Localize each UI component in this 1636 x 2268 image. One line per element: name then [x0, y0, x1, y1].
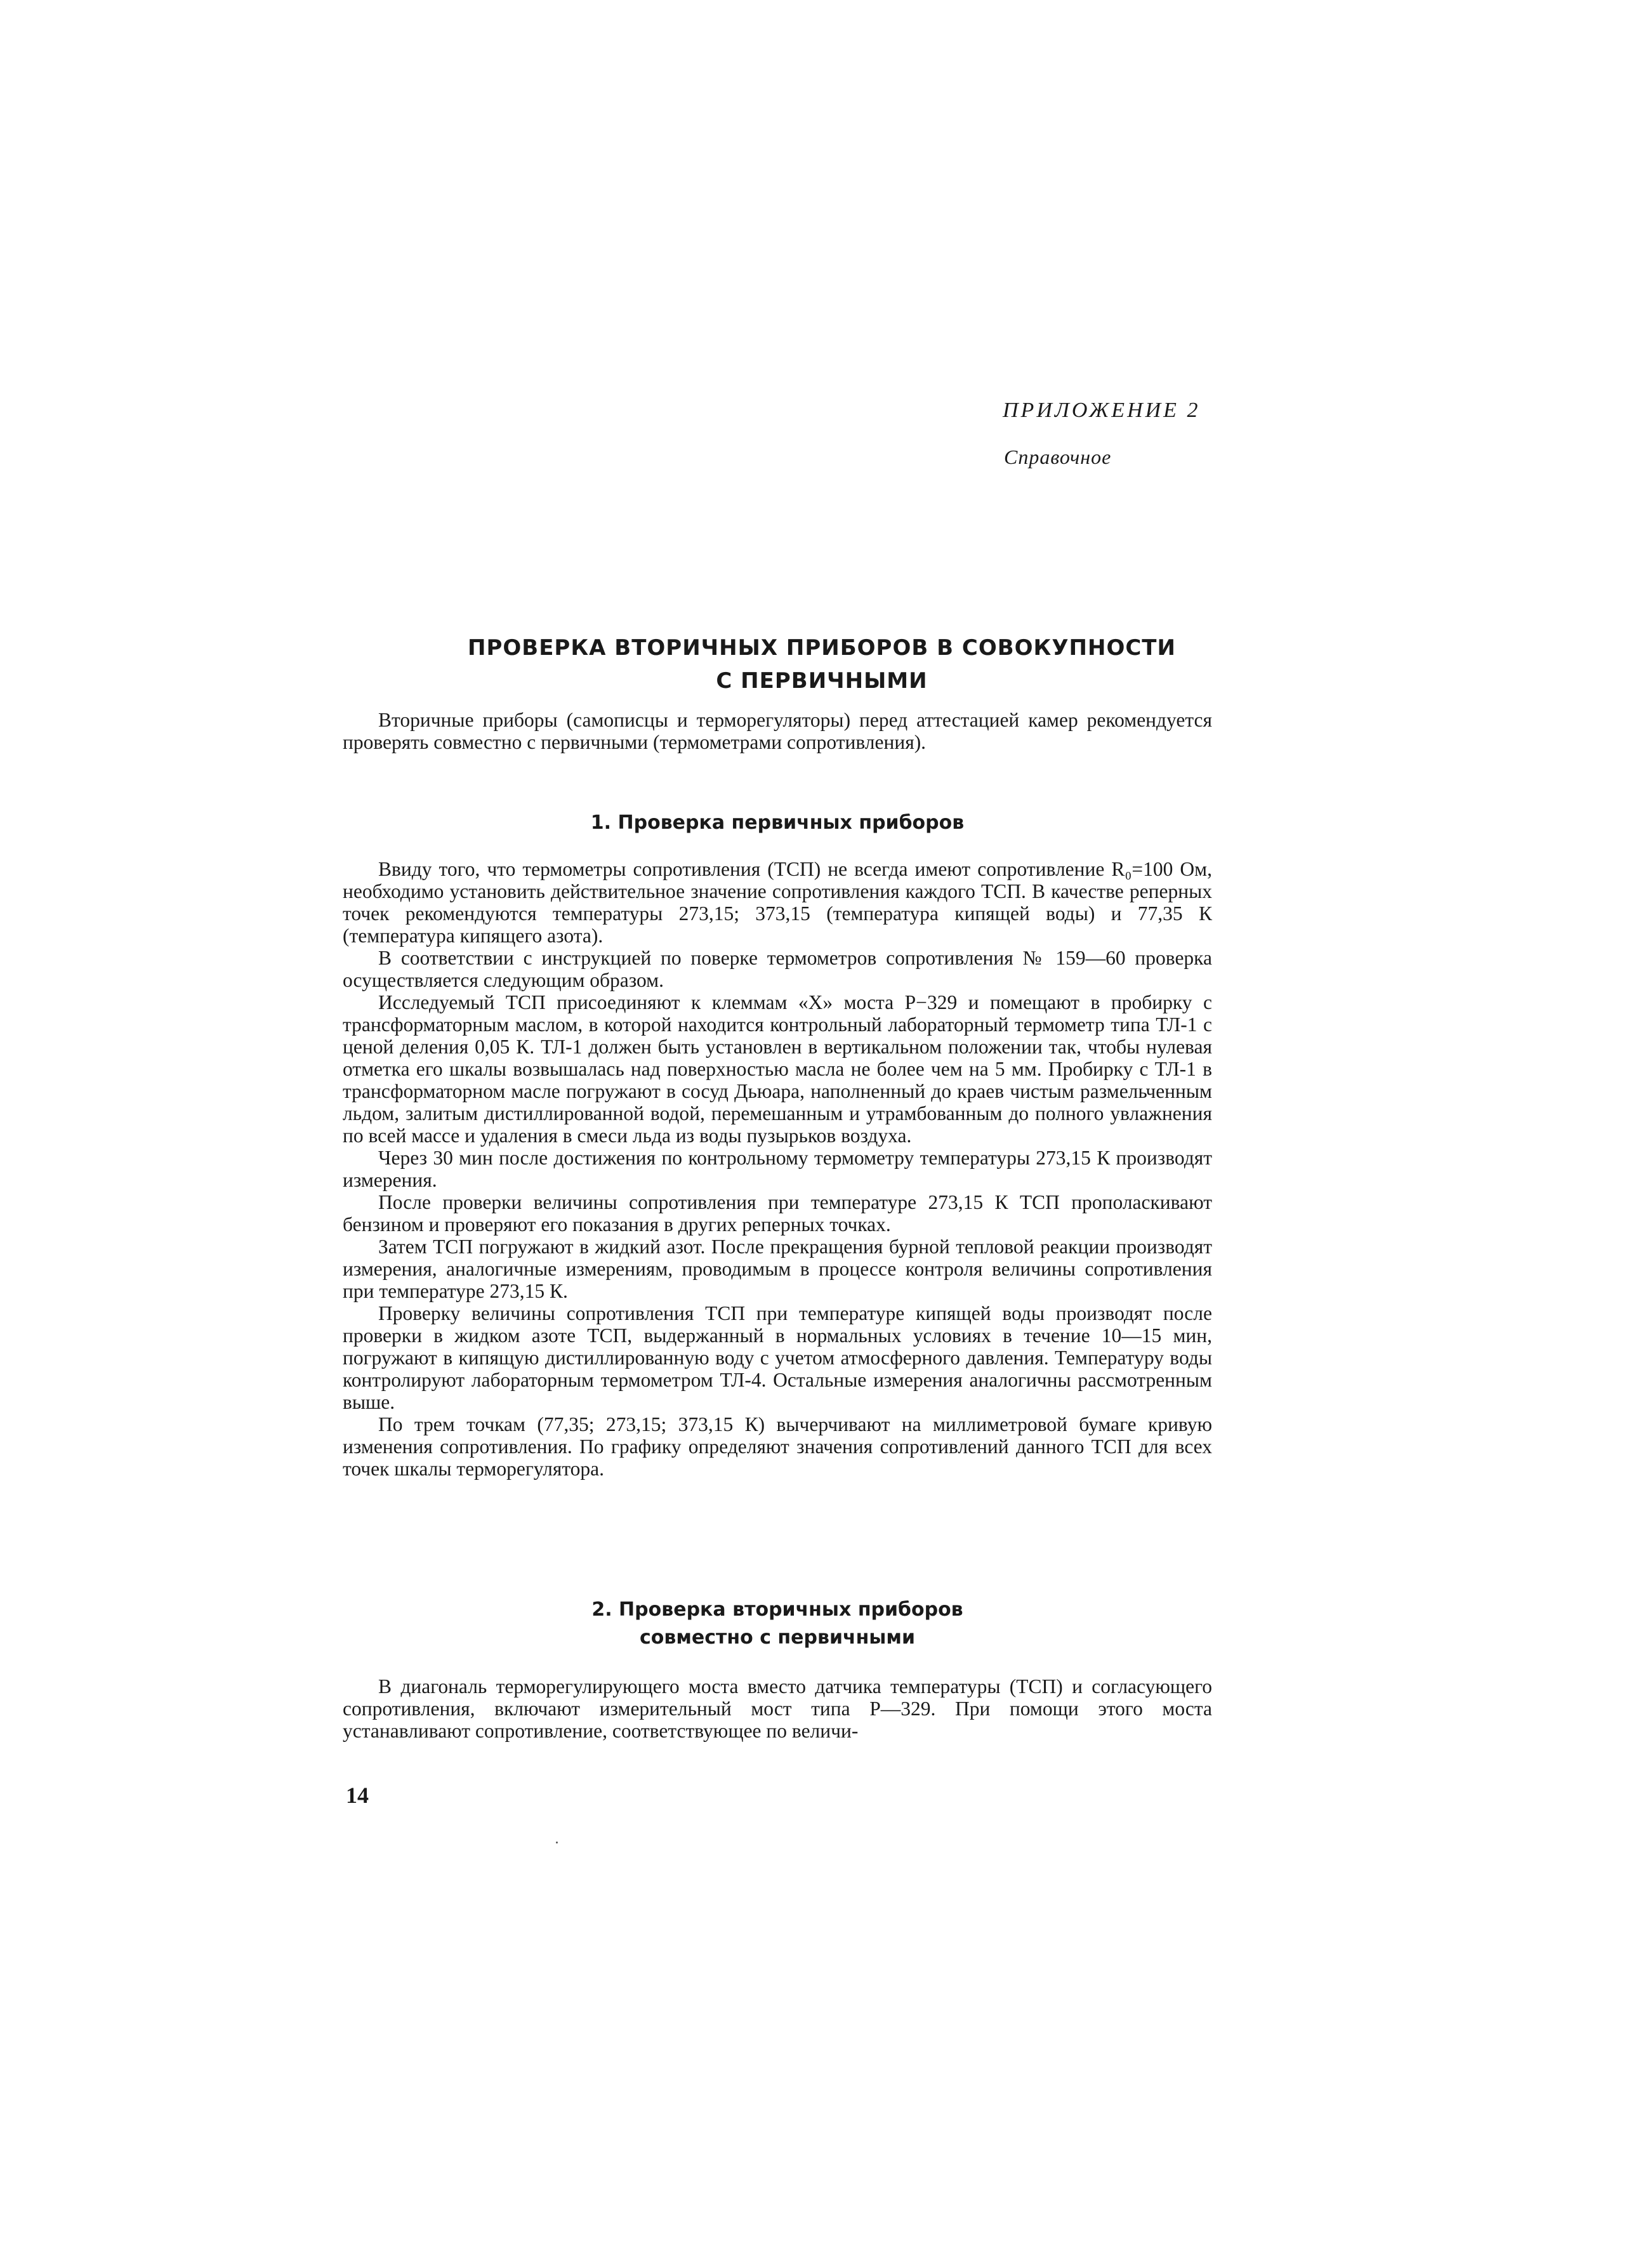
- section-1-body: [343, 858, 1212, 1480]
- section-1-paragraph-1: Ввиду того, что термометры сопротивления (ТСП) не всегда имеют сопротивление R₀=100 Ом, необходимо установить действительное значение сопротивления каждого ТСП. В качестве реперных точек рекомендуются температуры 273,15; 373,15 (температура кипящей воды) и 77,35 К (температура кипящего азота).: [343, 858, 1212, 947]
- section-1-paragraph-7: Проверку величины сопротивления ТСП при температуре кипящей воды производят после проверки в жидком азоте ТСП, выдержанный в нормальных условиях в течение 10—15 мин, погружают в кипящую дистиллированную воду с учетом атмосферного давления. Температуру воды контролируют лабораторным термометром ТЛ-4. Остальные измерения аналогичны рассмотренным выше.: [343, 1302, 1212, 1413]
- scan-speck: [556, 1842, 558, 1843]
- section-2-paragraph: В диагональ терморегулирующего моста вместо датчика температуры (ТСП) и согласующего сопротивления, включают измерительный мост типа Р—329. При помощи этого моста устанавливают сопротивление, соответствующее по величи-: [343, 1675, 1212, 1742]
- section-2-body: [343, 1675, 1212, 1742]
- section-1-paragraph-5: После проверки величины сопротивления при температуре 273,15 К ТСП прополаскивают бензином и проверяют его показания в других реперных точках.: [343, 1191, 1212, 1236]
- document-title: [355, 631, 1288, 697]
- section-1-paragraph-6: Затем ТСП погружают в жидкий азот. После прекращения бурной тепловой реакции производят измерения, аналогичные измерениям, проводимым в процессе контроля величины сопротивления при температуре 273,15 К.: [343, 1236, 1212, 1302]
- section-2-heading-line-2: совместно с первичными: [640, 1626, 915, 1649]
- section-1-paragraph-8: По трем точкам (77,35; 273,15; 373,15 К) вычерчивают на миллиметровой бумаге кривую изменения сопротивления. По графику определяют значения сопротивлений данного ТСП для всех точек шкалы терморегулятора.: [343, 1413, 1212, 1480]
- appendix-label: ПРИЛОЖЕНИЕ 2: [1003, 399, 1201, 422]
- page-number: 14: [346, 1783, 369, 1808]
- section-1-heading: 1. Проверка первичных приборов: [590, 812, 965, 834]
- section-1-paragraph-3: Исследуемый ТСП присоединяют к клеммам «Х» моста Р−329 и помещают в пробирку с трансформаторным маслом, в которой находится контрольный лабораторный термометр типа ТЛ-1 с ценой деления 0,05 К. ТЛ-1 должен быть установлен в вертикальном положении так, чтобы нулевая отметка его шкалы возвышалась над поверхностью масла не более чем на 5 мм. Пробирку с ТЛ-1 в трансформаторном масле погружают в сосуд Дьюара, наполненный до краев чистым размельченным льдом, залитым дистиллированной водой, перемешанным и утрамбованным до полного увлажнения по всей массе и удаления в смеси льда из воды пузырьков воздуха.: [343, 991, 1212, 1147]
- section-1-paragraph-2: В соответствии с инструкцией по поверке термометров сопротивления № 159—60 проверка осуществляется следующим образом.: [343, 947, 1212, 991]
- document-title-line-1: ПРОВЕРКА ВТОРИЧНЫХ ПРИБОРОВ В СОВОКУПНОСТИ: [468, 635, 1176, 661]
- section-1-paragraph-4: Через 30 мин после достижения по контрольному термометру температуры 273,15 К производят измерения.: [343, 1147, 1212, 1191]
- section-2-heading-line-1: 2. Проверка вторичных приборов: [591, 1599, 963, 1621]
- intro-block: [343, 709, 1212, 753]
- intro-paragraph: Вторичные приборы (самописцы и терморегуляторы) перед аттестацией камер рекомендуется проверять совместно с первичными (термометрами сопротивления).: [343, 709, 1212, 753]
- document-title-line-2: С ПЕРВИЧНЫМИ: [716, 668, 928, 694]
- section-2-heading: [343, 1596, 1212, 1652]
- appendix-note: Справочное: [1004, 445, 1112, 468]
